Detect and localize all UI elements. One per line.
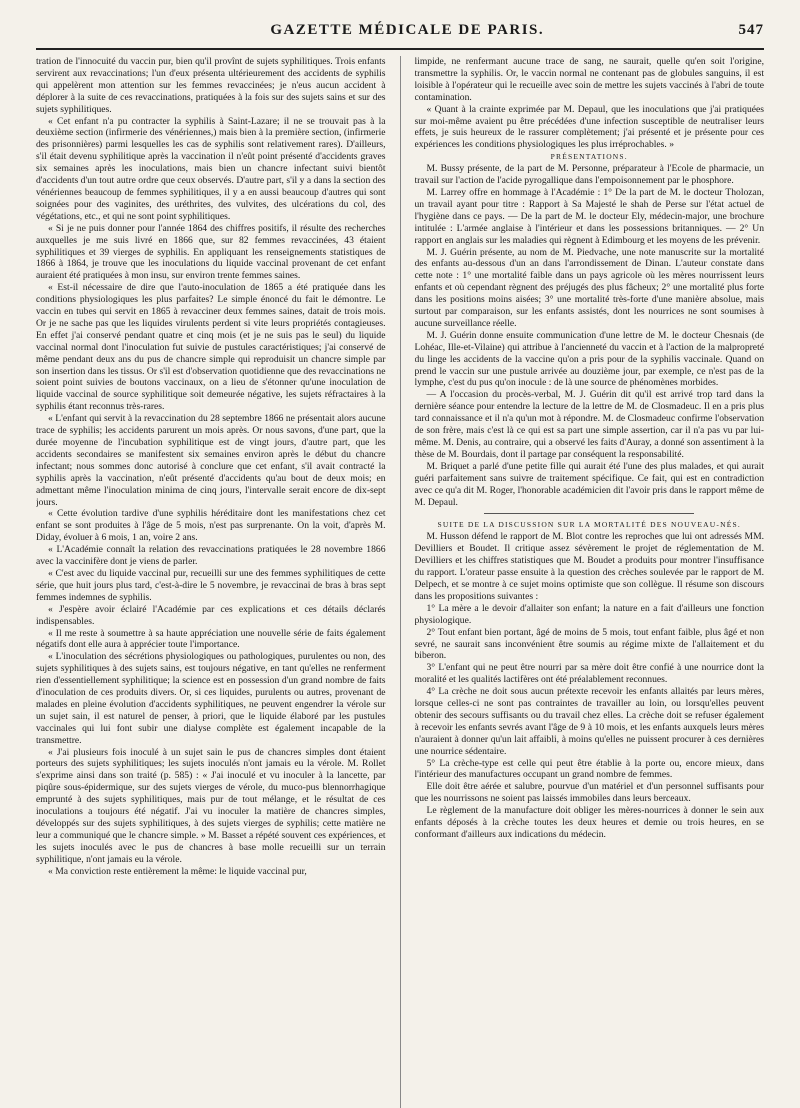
journal-title: GAZETTE MÉDICALE DE PARIS.	[270, 22, 545, 38]
paragraph: 4° La crèche ne doit sous aucun prétexte recevoir les enfants allaités par leurs mères, lorsque celles-ci ne sont pas contraintes de travailler au loin, ou lorsqu'elles peuvent obtenir des secours suffisants ou du travail chez elles. La crèche doit se refuser également à recevoir les enfants sevrés avant l'âge de 9 à 10 mois, et les enfants auxquels leurs mères n'auraient à donner qu'un lait affaibli, à moins qu'elles ne puissent procurer à ces dernières une nourrice sédentaire.	[414, 686, 764, 757]
presentations-heading: PRÉSENTATIONS.	[550, 152, 628, 162]
header-rule	[36, 48, 764, 50]
right-column	[415, 56, 765, 1108]
paragraph: M. J. Guérin donne ensuite communication d'une lettre de M. le docteur Chesnais (de Lohéac, Ille-et-Vilaine) qui attribue à l'ancienneté du vaccin et à l'action de la malpropreté du linge les accidents de la vaccine qu'on a pris pour de la syphilis vaccinale. Quand on prend le vaccin sur une pustule arrivée au douzième jour, par exemple, ce n'est pas de la lymphe, c'est du pus qu'on inocule : de là une source de phénomènes morbides.	[414, 329, 764, 389]
article-columns	[36, 56, 764, 1108]
paragraph: 5° La crèche-type est celle qui peut être établie à la porte ou, encore mieux, dans l'intérieur des manufactures occupant un grand nombre de femmes.	[414, 757, 764, 781]
paragraph: M. Husson défend le rapport de M. Blot contre les reproches que lui ont adressés MM. Devilliers et Boudet. Il critique assez sévèrement le projet de réglementation de M. Devilliers et les chiffres statistiques que M. Boudet a produits pour montrer l'insuffisance du rapport. L'orateur passe ensuite à la question des crèches soulevée par le rapport de M. Delpech, et se montre à ce sujet moins optimiste que son collègue. Il résume son discours dans les propositions suivantes :	[414, 531, 764, 602]
paragraph: « C'est avec du liquide vaccinal pur, recueilli sur une des femmes syphilitiques de cette série, que huit jours plus tard, c'est-à-dire le 5 novembre, je revaccinai de bras à bras sept femmes indemnes de syphilis.	[36, 567, 386, 603]
paragraph: « L'inoculation des sécrétions physiologiques ou pathologiques, purulentes ou non, des sujets syphilitiques à des sujets sains, est toujours négative, en tant qu'elles ne renferment rien d'essentiellement syphilitique; la science est en possession d'un grand nombre de faits d'inoculation de ces produits divers. Or, si ces liquides, purulents ou autres, provenant de malades en pleine évolution d'accidents syphilitiques, ne peuvent engendrer la vérole sur un sujet sain, il est naturel de penser, à priori, que le liquide élaboré par les pustules vaccinales qui lui font subir une dialyse complète est également incapable de la transmettre.	[36, 651, 386, 746]
page-number: 547	[738, 22, 764, 38]
presentations-section	[415, 163, 765, 508]
section-divider	[484, 513, 694, 514]
discussion-heading: SUITE DE LA DISCUSSION SUR LA MORTALITÉ DES NOUVEAU-NÉS.	[437, 520, 741, 530]
paragraph: Elle doit être aérée et salubre, pourvue d'un matériel et d'un personnel suffisants pour que les nourrissons ne soient pas laissés immobiles dans leurs berceaux.	[414, 781, 764, 805]
discussion-section	[415, 531, 765, 841]
paragraph: M. J. Guérin présente, au nom de M. Piedvache, une note manuscrite sur la mortalité des enfants au-dessous d'un an dans l'arrondissement de Dinan. L'auteur constate dans cette note : 1° une mortalité faible dans un pays agricole où les mères nourrissent leurs enfants et où cependant règnent des préjugés des plus fâcheux; 2° une mortalité plus forte dans les positions moins aisées; 3° une mortalité très-forte d'une manière absolue, mais surtout par comparaison, sur les enfants assistés, dont les nourrices ne sont soumises à aucune surveillance réelle.	[414, 246, 764, 329]
column-separator	[400, 56, 401, 1108]
paragraph: « Il me reste à soumettre à sa haute appréciation une nouvelle série de faits également négatifs dont elle aura à apprécier toute l'importance.	[36, 627, 386, 651]
paragraph: « Quant à la crainte exprimée par M. Depaul, que les inoculations que j'ai pratiquées sur moi-même avaient pu être précédées d'une infection susceptible de neutraliser leurs effets, je suis heureux de le rassurer complètement; j'ai présenté et je présente pour ces expériences les conditions physiologiques les plus irréprochables. »	[414, 103, 764, 151]
paragraph: « L'Académie connaît la relation des revaccinations pratiquées le 28 novembre 1866 avec la vaccinifère dont je viens de parler.	[36, 544, 386, 568]
paragraph: M. Larrey offre en hommage à l'Académie : 1° De la part de M. le docteur Tholozan, un travail ayant pour titre : Rapport à Sa Majesté le shah de Perse sur l'état actuel de l'hygiène dans ce pays. — De la part de M. le docteur Ely, médecin-major, une brochure intitulée : L'armée anglaise à l'intérieur et dans les possessions britanniques. — 2° Un rapport en anglais sur les maladies qui règnent à Edimbourg et les moyens de les prévenir.	[414, 186, 764, 246]
paragraph: limpide, ne renfermant aucune trace de sang, ne saurait, quelle qu'en soit l'origine, transmettre la syphilis. Or, le vaccin normal ne contenant pas de globules sanguins, il est loisible à l'opérateur qui le recueille avec soin de mettre les sujets vaccinés à l'abri de toute contamination.	[414, 56, 764, 103]
paragraph: « J'espère avoir éclairé l'Académie par ces explications et ces détails déclarés indispensables.	[36, 603, 386, 627]
paragraph: tration de l'innocuité du vaccin pur, bien qu'il provînt de sujets syphilitiques. Trois enfants servirent aux revaccinations; l'un d'eux présenta ultérieurement des accidents de syphilis qui appelèrent mon attention sur les femmes revaccinées; je n'eus aucun accident à déplorer à la suite de ces revaccinations, pratiquées à la fois sur des sujets sains et sur des sujets syphilitiques.	[36, 56, 386, 115]
paragraph: « L'enfant qui servit à la revaccination du 28 septembre 1866 ne présentait alors aucune trace de syphilis; les accidents parurent un mois après. Or nous savons, d'une part, que la durée moyenne de l'incubation syphilitique est de vingt jours, d'autre part, que les accidents secondaires se manifestent six semaines environ après le début du chancre infectant; nous sommes donc autorisé à conclure que cet enfant, s'il avait contracté la syphilis après la vaccination, n'eût présenté d'accidents qu'au bout de deux mois; en admettant même l'inoculation minima de cinq jours, l'intervalle serait encore de dix-sept jours.	[36, 413, 386, 508]
paragraph: « J'ai plusieurs fois inoculé à un sujet sain le pus de chancres simples dont étaient porteurs des sujets syphilitiques; les sujets inoculés n'ont jamais eu la vérole. M. Rollet s'exprime ainsi dans son traité (p. 585) : « J'ai inoculé et vu inoculer à la lancette, par piqûre sous-épidermique, sur des sujets vierges de vérole, du muco-pus blennorrhagique emprunté à des sujets syphilitiques, mais pur de tout mélange, et le résultat de ces inoculations a toujours été négatif. J'ai vu inoculer la matière de chancres simples, développés sur des sujets syphilitiques, à des sujets vierges de syphilis; cette matière ne leur a communiqué que le chancre simple. » M. Basset a répété souvent ces expériences, et les sujets inoculés avec le pus de chancres à base molle recueilli sur un terrain syphilitique, n'ont jamais eu la vérole.	[36, 746, 386, 865]
paragraph: « Cette évolution tardive d'une syphilis héréditaire dont les manifestations chez cet enfant se sont produites à l'âge de 5 mois, n'est pas surprenante. On la voit, d'après M. Diday, évoluer à 6 mois, 1 an, voire 2 ans.	[36, 508, 386, 544]
page-header	[36, 22, 764, 44]
paragraph: « Est-il nécessaire de dire que l'auto-inoculation de 1865 a été pratiquée dans les conditions physiologiques les plus parfaites? Le simple énoncé du fait le démontre. Le vaccin en tubes qui servit en 1865 à revacciner deux femmes saines, datait de trois mois. Or je ne sache pas que les liquides virulents perdent si vite leurs propriétés contagieuses. En effet j'ai conservé pendant quatre et cinq mois (et je ne suis pas le seul) du liquide vaccinal normal dont l'inoculation fut suivie de pustules caractéristiques; j'ai conservé de même pendant deux ans du pus de chancre simple qui reproduisit un chancre simple par son insertion dans les tissus. Or s'il est d'observation quotidienne que des revaccinations ne soient point suivies de boutons vaccinaux, on a lieu de s'étonner qu'une inoculation de liquide vaccinal de source syphilitique soit demeurée négative, les sujets réfractaires à la syphilis étant reconnus très-rares.	[36, 282, 386, 413]
paragraph: — A l'occasion du procès-verbal, M. J. Guérin dit qu'il est arrivé trop tard dans la dernière séance pour entendre la lecture de la lettre de M. de Closmadeuc. Il en a pris plus tard connaissance et il n'a qu'un mot à répondre. M. de Closmadeuc confirme l'observation de son frère, mais c'est là ce qui est sa part une simple assertion, car il n'a pas vu par lui-même. M. Denis, au contraire, qui a observé les faits d'Auray, a donné son assentiment à la thèse de M. Bourdais, dont il partage par conséquent la responsabilité.	[414, 389, 764, 460]
paragraph: M. Bussy présente, de la part de M. Personne, préparateur à l'Ecole de pharmacie, un travail sur l'action de l'acide pyrogallique dans l'empoisonnement par le phosphore.	[414, 163, 764, 187]
right-intro	[415, 56, 765, 151]
paragraph: 2° Tout enfant bien portant, âgé de moins de 5 mois, tout enfant faible, plus âgé et non sevré, ne saurait sans inconvénient être soumis au régime mixte de l'allaitement et du biberon.	[414, 626, 764, 662]
paragraph: 1° La mère a le devoir d'allaiter son enfant; la nature en a fait d'ailleurs une fonction physiologique.	[414, 602, 764, 626]
paragraph: « Ma conviction reste entièrement la même: le liquide vaccinal pur,	[48, 865, 307, 877]
left-column	[36, 56, 386, 1108]
paragraph: 3° L'enfant qui ne peut être nourri par sa mère doit être confié à une nourrice dont la moralité et les qualités lactifères ont été préalablement reconnues.	[414, 662, 764, 686]
paragraph: « Cet enfant n'a pu contracter la syphilis à Saint-Lazare; il ne se trouvait pas à la deuxième section (infirmerie des vénériennes,) mais bien à la première section, (infirmerie des prisonnières) parmi lesquelles les cas de syphilis sont relativement rares). D'ailleurs, s'il était devenu syphilitique après la vaccination il n'eût point présenté d'accidents graves six semaines après les inoculations, mais bien un chancre infectant suivi bientôt d'accidents d'un tout autre ordre que ceux observés. D'autre part, s'il y a dans la section des vénériennes beaucoup de femmes syphilitiques, il y a en aussi beaucoup d'autres qui sont soignées pour des vaginites, des uréthrites, des vulvites, des ulcérations du col, des végétations, etc., et qui ne sont point syphilitiques.	[36, 115, 386, 222]
paragraph: Le règlement de la manufacture doit obliger les mères-nourrices à donner le sein aux enfants déposés à la crèche toutes les deux heures et demie ou trois heures, en se conformant d'ailleurs aux indications du médecin.	[414, 805, 764, 840]
paragraph: M. Briquet a parlé d'une petite fille qui aurait été l'une des plus malades, et qui aurait guéri parfaitement sans suivre de traitement spécifique. Ce fait, qui est en contradiction avec ce qu'a dit M. Roger, l'honorable académicien dit l'avoir pris dans le rapport même de M. Depaul.	[414, 460, 764, 508]
paragraph: « Si je ne puis donner pour l'année 1864 des chiffres positifs, il résulte des recherches auxquelles je me suis livré en 1866 que, sur 82 femmes revaccinées, 43 étaient syphilitiques et 39 vierges de syphilis. En appliquant les renseignements statistiques de 1866 à 1864, je trouve que les inoculations du liquide vaccinal provenant de cet enfant auraient été pratiquées à mon insu, sur environ trente femmes saines.	[36, 222, 386, 282]
